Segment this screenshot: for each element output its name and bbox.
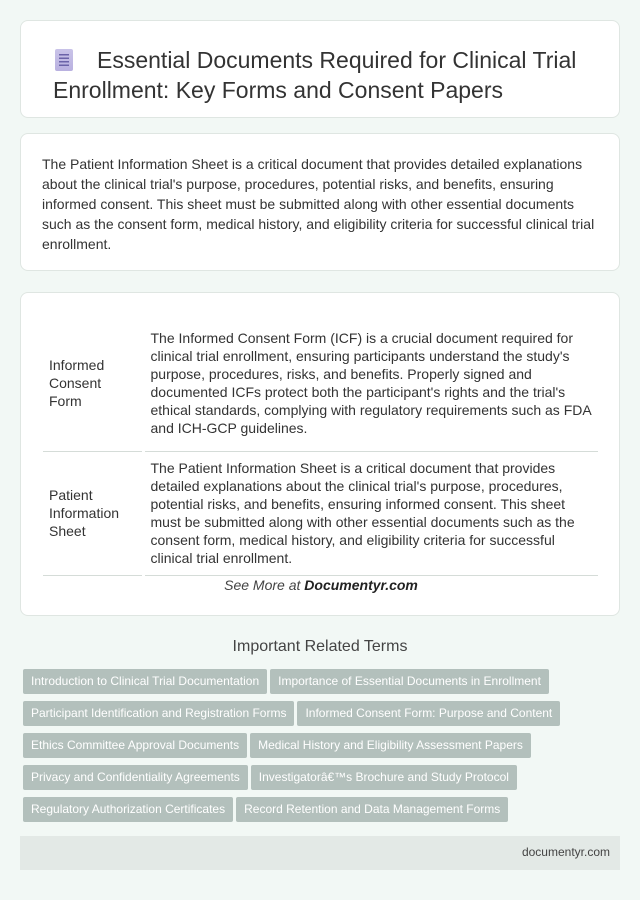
related-term-tag[interactable]: Ethics Committee Approval Documents <box>23 733 247 758</box>
title-card <box>20 20 620 118</box>
tag-row <box>23 765 623 797</box>
definition-cell: The Informed Consent Form (ICF) is a crucial document required for clinical trial enrollment, ensuring participants understand the study's purpose, procedures, risks, and benefits. Properly signed and documented ICFs protect both the participant's rights and the trial's ethical standards, complying with regulatory requirements such as FDA and ICH-GCP guidelines. <box>143 315 598 451</box>
related-term-tag[interactable]: Medical History and Eligibility Assessment Papers <box>250 733 531 758</box>
intro-paragraph: The Patient Information Sheet is a critical document that provides detailed explanations about the clinical trial's purpose, procedures, potential risks, and benefits, ensuring informed consent. This sheet must be submitted along with other essential documents such as the consent form, medical history, and eligibility criteria for successful clinical trial enrollment. <box>42 156 595 252</box>
related-term-tag[interactable]: Regulatory Authorization Certificates <box>23 797 233 822</box>
tag-row <box>23 701 623 733</box>
related-terms-heading: Important Related Terms <box>232 638 408 655</box>
see-more-link[interactable] <box>21 577 621 593</box>
tag-row <box>23 669 623 701</box>
tag-row <box>23 733 623 765</box>
related-term-tag[interactable]: Record Retention and Data Management Forms <box>236 797 508 822</box>
footer <box>20 836 620 870</box>
see-more-prefix: See More at <box>224 577 305 593</box>
definition-cell: The Patient Information Sheet is a critical document that provides detailed explanations about the clinical trial's purpose, procedures, potential risks, and benefits, ensuring informed consent. This sheet must be submitted along with other essential documents such as the consent form, medical history, and eligibility criteria for successful clinical trial enrollment. <box>143 451 598 575</box>
intro-card <box>20 133 620 271</box>
term-cell: Patient Information Sheet <box>43 451 143 575</box>
document-icon <box>55 49 73 71</box>
documents-table <box>43 315 598 576</box>
term-cell: Informed Consent Form <box>43 315 143 451</box>
related-terms-list <box>23 669 623 829</box>
tag-row <box>23 797 623 829</box>
table-row <box>43 315 598 451</box>
table-row <box>43 451 598 575</box>
related-term-tag[interactable]: Informed Consent Form: Purpose and Content <box>297 701 560 726</box>
related-term-tag[interactable]: Participant Identification and Registration Forms <box>23 701 294 726</box>
related-term-tag[interactable]: Introduction to Clinical Trial Documentation <box>23 669 267 694</box>
related-term-tag[interactable]: Importance of Essential Documents in Enrollment <box>270 669 549 694</box>
see-more-site[interactable]: Documentyr.com <box>304 577 418 593</box>
related-term-tag[interactable]: Privacy and Confidentiality Agreements <box>23 765 248 790</box>
documents-table-card <box>20 292 620 616</box>
related-term-tag[interactable]: Investigatorâ€™s Brochure and Study Protocol <box>251 765 517 790</box>
page-title-text: Essential Documents Required for Clinical Trial Enrollment: Key Forms and Consent Papers <box>53 47 577 103</box>
page-title <box>53 45 613 105</box>
footer-site-link[interactable]: documentyr.com <box>521 845 610 859</box>
